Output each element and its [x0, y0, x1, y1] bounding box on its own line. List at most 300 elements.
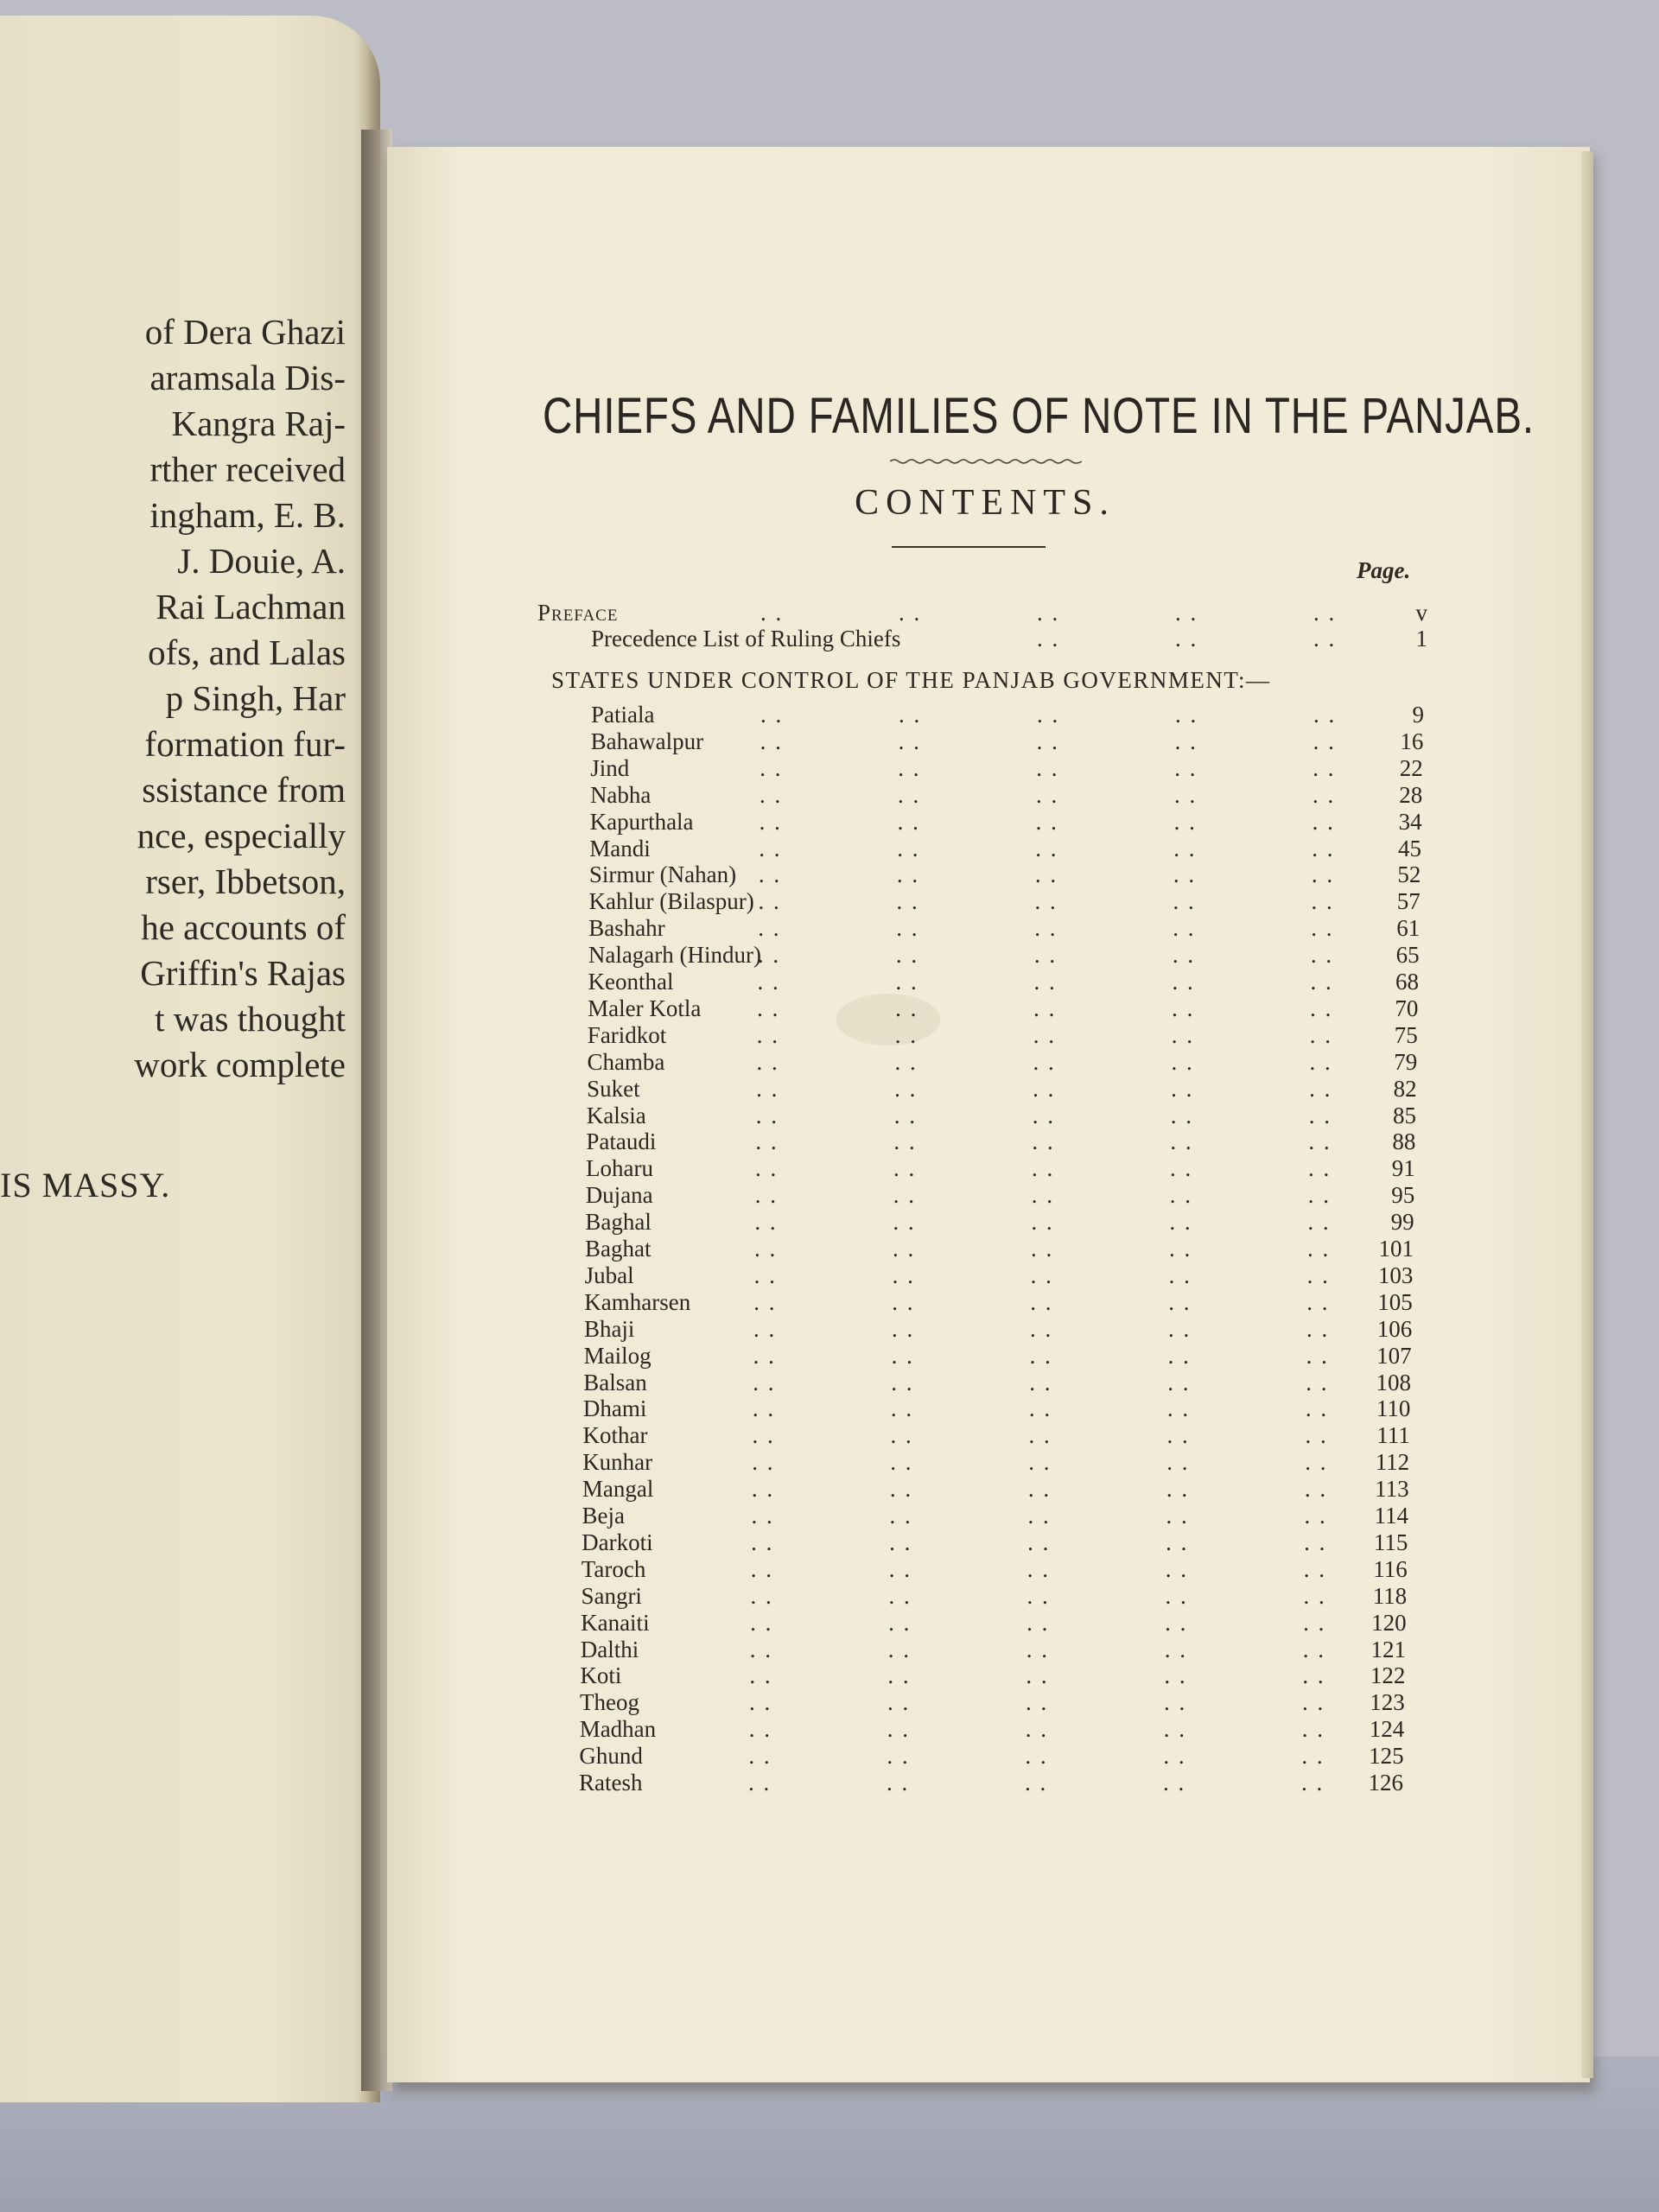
toc-page-number: 45 — [1398, 835, 1421, 861]
toc-row — [588, 915, 1421, 942]
toc-label: Kapurthala — [589, 808, 694, 835]
leader-dots: . . — [753, 1369, 776, 1395]
leader-dots: . . — [891, 1369, 914, 1395]
leader-dots: . . — [888, 1582, 912, 1609]
toc-row — [585, 1236, 1414, 1262]
toc-row — [588, 969, 1418, 995]
leader-dots: . . — [893, 1236, 916, 1262]
leader-dots: . . — [749, 1636, 772, 1662]
leader-dots: . . — [1312, 835, 1335, 861]
toc-row — [586, 1128, 1415, 1155]
leader-dots: . . — [1031, 1209, 1054, 1236]
toc-page-number: 34 — [1398, 808, 1422, 835]
left-page-line: Rai Lachman — [156, 587, 346, 626]
toc-label: Patiala — [591, 702, 655, 728]
toc-page-number: v — [1415, 600, 1427, 626]
leader-dots: . . — [1029, 1369, 1052, 1395]
leader-dots: . . — [893, 1102, 917, 1128]
leader-dots: . . — [759, 808, 782, 835]
toc-label: Preface — [537, 600, 619, 626]
leader-dots: . . — [1171, 1048, 1194, 1075]
toc-page-number: 65 — [1395, 942, 1420, 969]
toc-row — [584, 1316, 1414, 1343]
leader-dots: . . — [1033, 1021, 1057, 1048]
leader-dots: . . — [1036, 754, 1059, 781]
leader-dots: . . — [1166, 1476, 1190, 1503]
leader-dots: . . — [1163, 1770, 1186, 1796]
toc-page-number: 124 — [1369, 1716, 1405, 1743]
left-page-line: Griffin's Rajas — [140, 953, 346, 993]
toc-row — [586, 1155, 1415, 1182]
toc-page-number: 106 — [1376, 1315, 1413, 1342]
toc-page-number: 108 — [1376, 1369, 1411, 1395]
toc-row — [582, 1503, 1412, 1529]
toc-row — [589, 781, 1423, 809]
toc-row — [580, 1662, 1409, 1689]
left-page-line: ssistance from — [142, 770, 346, 810]
left-page-text — [0, 309, 346, 1088]
toc-row — [579, 1770, 1408, 1796]
left-page-line: formation fur- — [144, 724, 346, 764]
leader-dots: . . — [892, 1262, 915, 1288]
leader-dots: . . — [1025, 1716, 1048, 1743]
toc-label: Baghat — [585, 1236, 652, 1262]
leader-dots: . . — [1304, 1529, 1327, 1555]
toc-page-number: 68 — [1395, 969, 1419, 995]
left-page-line: nce, especially — [137, 816, 346, 855]
right-page-edge — [1581, 151, 1593, 2078]
leader-dots: . . — [752, 1395, 776, 1422]
leader-dots: . . — [1308, 1128, 1332, 1155]
toc-row — [584, 1343, 1414, 1370]
leader-dots: . . — [1026, 1662, 1049, 1689]
leader-dots: . . — [1035, 835, 1058, 861]
leader-dots: . . — [1168, 1288, 1192, 1315]
toc-row — [587, 1049, 1416, 1076]
leader-dots: . . — [1036, 728, 1059, 754]
leader-dots: . . — [1166, 1529, 1189, 1555]
leader-dots: . . — [895, 969, 918, 995]
leader-dots: . . — [893, 1209, 916, 1236]
leader-dots: . . — [755, 1102, 779, 1128]
leader-dots: . . — [888, 1555, 912, 1582]
toc-row — [583, 1370, 1413, 1396]
leader-dots: . . — [749, 1662, 772, 1689]
toc-row — [590, 754, 1423, 782]
toc-label: Suket — [587, 1075, 640, 1102]
leader-dots: . . — [756, 1075, 779, 1102]
leader-dots: . . — [1035, 781, 1059, 808]
leader-dots: . . — [887, 1689, 911, 1716]
leader-dots: . . — [1173, 888, 1196, 915]
leader-dots: . . — [1173, 861, 1197, 888]
leader-dots: . . — [887, 1636, 911, 1662]
leader-dots: . . — [760, 702, 784, 728]
toc-label: Kunhar — [582, 1449, 653, 1476]
toc-page-number: 79 — [1394, 1048, 1418, 1075]
toc-row — [585, 1209, 1414, 1236]
leader-dots: . . — [1313, 754, 1336, 781]
leader-dots: . . — [894, 1075, 918, 1102]
leader-dots: . . — [1037, 626, 1060, 652]
leader-dots: . . — [889, 1529, 912, 1555]
leader-dots: . . — [1302, 1662, 1325, 1689]
leader-dots: . . — [748, 1770, 772, 1796]
toc-label: Mandi — [589, 835, 651, 861]
toc-page-number: 1 — [1415, 626, 1427, 652]
left-page-line: J. Douie, A. — [177, 541, 346, 581]
leader-dots: . . — [1027, 1476, 1052, 1503]
leader-dots: . . — [1025, 1770, 1048, 1796]
toc-label: Keonthal — [588, 969, 674, 995]
toc-page-number: 61 — [1396, 915, 1421, 942]
toc-row — [588, 995, 1417, 1022]
leader-dots: . . — [1165, 1582, 1188, 1609]
leader-dots: . . — [1033, 942, 1058, 969]
leader-dots: . . — [1166, 1449, 1190, 1476]
toc-label: Theog — [580, 1689, 640, 1716]
leader-dots: . . — [1027, 1503, 1051, 1529]
toc-label: Dujana — [585, 1182, 653, 1209]
toc-label: Jind — [590, 754, 630, 781]
toc-label: Ratesh — [579, 1770, 643, 1796]
toc-page-number: 70 — [1395, 995, 1419, 1021]
leader-dots: . . — [1170, 1155, 1193, 1182]
leader-dots: . . — [1033, 995, 1057, 1021]
leader-dots: . . — [1165, 1609, 1188, 1636]
leader-dots: . . — [1169, 1209, 1192, 1236]
left-page-line: Kangra Raj- — [171, 404, 346, 443]
toc-page-number: 111 — [1376, 1422, 1410, 1449]
toc-label: Dhami — [582, 1395, 647, 1422]
leader-dots: . . — [758, 861, 782, 888]
leader-dots: . . — [887, 1743, 910, 1770]
leader-dots: . . — [756, 1048, 779, 1075]
leader-dots: . . — [1175, 702, 1198, 728]
leader-dots: . . — [1037, 702, 1060, 728]
leader-dots: . . — [890, 1449, 913, 1476]
leader-dots: . . — [760, 600, 784, 626]
leader-dots: . . — [899, 600, 922, 626]
leader-dots: . . — [1305, 1422, 1328, 1449]
leader-dots: . . — [757, 942, 781, 969]
toc-label: Beja — [582, 1503, 625, 1529]
toc-page-number: 99 — [1390, 1209, 1414, 1236]
leader-dots: . . — [887, 1662, 911, 1689]
leader-dots: . . — [1305, 1395, 1329, 1422]
leader-dots: . . — [1167, 1369, 1191, 1395]
leader-dots: . . — [1174, 728, 1198, 754]
leader-dots: . . — [887, 1770, 910, 1796]
leader-dots: . . — [1311, 888, 1334, 915]
toc-label: Nabha — [589, 781, 652, 808]
leader-dots: . . — [894, 1021, 918, 1048]
toc-row — [583, 1395, 1413, 1422]
leader-dots: . . — [750, 1555, 774, 1582]
toc-page-number: 107 — [1376, 1342, 1412, 1369]
left-page-signature: IS MASSY. — [0, 1166, 171, 1205]
leader-dots: . . — [1175, 600, 1198, 626]
toc-page-number: 57 — [1396, 888, 1421, 915]
leader-dots: . . — [1171, 1075, 1194, 1102]
leader-dots: . . — [749, 1689, 772, 1716]
leader-dots: . . — [1173, 808, 1197, 835]
toc-page-number: 16 — [1400, 728, 1424, 754]
leader-dots: . . — [1166, 1395, 1191, 1422]
leader-dots: . . — [1307, 1182, 1331, 1209]
toc-row — [591, 702, 1424, 728]
leader-dots: . . — [760, 728, 783, 754]
leader-dots: . . — [753, 1315, 777, 1342]
toc-row — [581, 1610, 1410, 1637]
leader-dots: . . — [1309, 1021, 1333, 1048]
leader-dots: . . — [897, 835, 920, 861]
leader-dots: . . — [1306, 1315, 1330, 1342]
toc-label: Bashahr — [588, 915, 665, 942]
leader-dots: . . — [1172, 942, 1196, 969]
left-page-line: he accounts of — [141, 907, 346, 947]
toc-page-number: 120 — [1371, 1609, 1407, 1636]
toc-label: Chamba — [587, 1048, 665, 1075]
leader-dots: . . — [752, 1449, 775, 1476]
leader-dots: . . — [1166, 1503, 1189, 1529]
leader-dots: . . — [1313, 702, 1337, 728]
toc-label: Mangal — [582, 1476, 654, 1503]
toc-page-number: 114 — [1374, 1503, 1408, 1529]
leader-dots: . . — [757, 995, 780, 1021]
toc-row — [580, 1716, 1409, 1743]
leader-dots: . . — [896, 888, 919, 915]
toc-label: Pataudi — [586, 1128, 657, 1155]
leader-dots: . . — [1164, 1636, 1187, 1662]
leader-dots: . . — [750, 1582, 773, 1609]
leader-dots: . . — [1026, 1636, 1049, 1662]
leader-dots: . . — [1028, 1422, 1052, 1449]
leader-dots: . . — [1031, 1182, 1054, 1209]
leader-dots: . . — [1303, 1582, 1326, 1609]
toc-label: Bhaji — [583, 1315, 635, 1342]
leader-dots: . . — [1301, 1716, 1325, 1743]
page-column-header: Page. — [1357, 557, 1411, 583]
toc-label: Bahawalpur — [590, 728, 704, 754]
leader-dots: . . — [899, 702, 922, 728]
toc-page-number: 110 — [1376, 1395, 1411, 1422]
leader-dots: . . — [1034, 888, 1058, 915]
leader-dots: . . — [1167, 1315, 1192, 1342]
leader-dots: . . — [1032, 1155, 1055, 1182]
left-page-line: t was thought — [155, 999, 346, 1039]
toc-row — [579, 1743, 1408, 1770]
toc-row — [581, 1583, 1410, 1610]
leader-dots: . . — [759, 835, 782, 861]
leader-dots: . . — [1309, 1075, 1332, 1102]
toc-page-number: 118 — [1372, 1582, 1408, 1609]
toc-label: Darkoti — [582, 1529, 653, 1555]
leader-dots: . . — [891, 1315, 915, 1342]
leader-dots: . . — [1029, 1342, 1052, 1369]
toc-page-number: 22 — [1399, 754, 1423, 781]
leader-dots: . . — [891, 1342, 914, 1369]
left-page-line: rser, Ibbetson, — [145, 861, 346, 901]
leader-dots: . . — [754, 1236, 778, 1262]
toc-page-number: 103 — [1377, 1262, 1414, 1288]
left-page-line: aramsala Dis- — [149, 358, 346, 397]
leader-dots: . . — [1173, 781, 1198, 808]
toc-label: Dalthi — [580, 1636, 639, 1662]
leader-dots: . . — [1035, 808, 1058, 835]
toc-row — [582, 1529, 1411, 1556]
toc-row — [582, 1449, 1412, 1476]
leader-dots: . . — [1167, 1342, 1191, 1369]
leader-dots: . . — [1302, 1636, 1325, 1662]
left-page-line: p Singh, Har — [165, 678, 346, 718]
leader-dots: . . — [1034, 915, 1058, 942]
leader-dots: . . — [1170, 1102, 1193, 1128]
leader-dots: . . — [1031, 1236, 1054, 1262]
section-heading: STATES UNDER CONTROL OF THE PANJAB GOVERNMENT:— — [551, 667, 1271, 693]
leader-dots: . . — [1173, 915, 1196, 942]
leader-dots: . . — [1304, 1503, 1327, 1529]
toc-label: Sangri — [581, 1582, 642, 1609]
leader-dots: . . — [760, 754, 783, 781]
toc-label: Taroch — [581, 1555, 646, 1582]
leader-dots: . . — [753, 1288, 777, 1315]
leader-dots: . . — [1306, 1342, 1329, 1369]
leader-dots: . . — [1313, 626, 1337, 652]
toc-label: Jubal — [584, 1262, 634, 1288]
leader-dots: . . — [753, 1342, 776, 1369]
leader-dots: . . — [1026, 1689, 1049, 1716]
leader-dots: . . — [1166, 1422, 1190, 1449]
leader-dots: . . — [1170, 1128, 1193, 1155]
leader-dots: . . — [1312, 808, 1335, 835]
leader-dots: . . — [754, 1182, 778, 1209]
leader-dots: . . — [890, 1422, 913, 1449]
leader-dots: . . — [1164, 1689, 1187, 1716]
leader-dots: . . — [1169, 1182, 1192, 1209]
leader-dots: . . — [750, 1609, 773, 1636]
leader-dots: . . — [1032, 1102, 1055, 1128]
contents-heading: CONTENTS. — [855, 483, 1116, 523]
toc-label: Kanaiti — [581, 1609, 650, 1636]
leader-dots: . . — [1310, 969, 1333, 995]
leader-dots: . . — [1174, 754, 1198, 781]
leader-dots: . . — [1303, 1555, 1327, 1582]
leader-dots: . . — [898, 728, 921, 754]
leader-dots: . . — [751, 1476, 775, 1503]
leader-dots: . . — [1310, 995, 1333, 1021]
leader-dots: . . — [753, 1262, 777, 1288]
left-page — [0, 16, 380, 2102]
leader-dots: . . — [1308, 1155, 1332, 1182]
leader-dots: . . — [755, 1155, 779, 1182]
leader-dots: . . — [1311, 915, 1334, 942]
toc-row — [581, 1637, 1410, 1663]
leader-dots: . . — [1169, 1236, 1192, 1262]
leader-dots: . . — [1029, 1315, 1053, 1342]
toc-label: Nalagarh (Hindur) — [588, 942, 762, 969]
leader-dots: . . — [1303, 1609, 1326, 1636]
leader-dots: . . — [751, 1529, 774, 1555]
leader-dots: . . — [748, 1716, 772, 1743]
leader-dots: . . — [1033, 1075, 1056, 1102]
leader-dots: . . — [1163, 1743, 1186, 1770]
leader-dots: . . — [1307, 1236, 1331, 1262]
leader-dots: . . — [751, 1503, 774, 1529]
leader-dots: . . — [1306, 1288, 1330, 1315]
toc-label: Kamharsen — [584, 1288, 691, 1315]
leader-dots: . . — [1033, 1048, 1056, 1075]
leader-dots: . . — [898, 754, 921, 781]
leader-dots: . . — [748, 1743, 772, 1770]
leader-dots: . . — [1173, 835, 1197, 861]
toc-page-number: 91 — [1391, 1155, 1415, 1182]
leader-dots: . . — [757, 969, 780, 995]
toc-label: Loharu — [586, 1155, 654, 1182]
left-page-line: work complete — [134, 1045, 346, 1084]
leader-dots: . . — [1313, 728, 1336, 754]
toc-page-number: 101 — [1378, 1236, 1414, 1262]
leader-dots: . . — [1171, 1021, 1195, 1048]
leader-dots: . . — [1305, 1449, 1328, 1476]
toc-label: Ghund — [579, 1743, 643, 1770]
toc-page-number: 123 — [1370, 1689, 1405, 1716]
leader-dots: . . — [1310, 942, 1334, 969]
leader-dots: . . — [893, 1182, 916, 1209]
toc-label: Precedence List of Ruling Chiefs — [591, 626, 901, 652]
toc-page-number: 82 — [1393, 1075, 1417, 1102]
toc-row — [580, 1689, 1409, 1716]
leader-dots: . . — [896, 915, 919, 942]
leader-dots: . . — [897, 808, 920, 835]
toc-label: Maler Kotla — [588, 995, 702, 1021]
title-ornament-rule — [890, 458, 1082, 465]
leader-dots: . . — [1311, 861, 1335, 888]
leader-dots: . . — [756, 1021, 780, 1048]
toc-row — [590, 728, 1424, 755]
toc-page-number: 9 — [1412, 702, 1424, 728]
toc-row — [588, 942, 1418, 969]
leader-dots: . . — [1304, 1476, 1328, 1503]
toc-page-number: 122 — [1370, 1662, 1406, 1689]
leader-dots: . . — [1033, 969, 1057, 995]
left-page-line: ingham, E. B. — [149, 495, 346, 535]
toc-label: Kothar — [582, 1422, 648, 1449]
leader-dots: . . — [1164, 1662, 1187, 1689]
leader-dots: . . — [887, 1716, 910, 1743]
leader-dots: . . — [1313, 600, 1337, 626]
toc-row — [589, 836, 1419, 862]
leader-dots: . . — [1168, 1262, 1192, 1288]
toc-row — [585, 1262, 1414, 1289]
leader-dots: . . — [1027, 1529, 1051, 1555]
leader-dots: . . — [889, 1476, 913, 1503]
toc-label: Madhan — [579, 1716, 657, 1743]
leader-dots: . . — [892, 1288, 915, 1315]
toc-page-number: 116 — [1373, 1555, 1408, 1582]
leader-dots: . . — [1027, 1582, 1050, 1609]
toc-page-number: 105 — [1377, 1288, 1413, 1315]
leader-dots: . . — [1175, 626, 1198, 652]
toc-page-number: 75 — [1394, 1021, 1418, 1048]
leader-dots: . . — [754, 1209, 778, 1236]
left-page-line: of Dera Ghazi — [144, 312, 346, 352]
toc-row-preface — [537, 600, 1427, 626]
contents-rule — [892, 546, 1046, 548]
leader-dots: . . — [758, 888, 781, 915]
toc-page-number: 112 — [1375, 1449, 1410, 1476]
leader-dots: . . — [1034, 861, 1058, 888]
